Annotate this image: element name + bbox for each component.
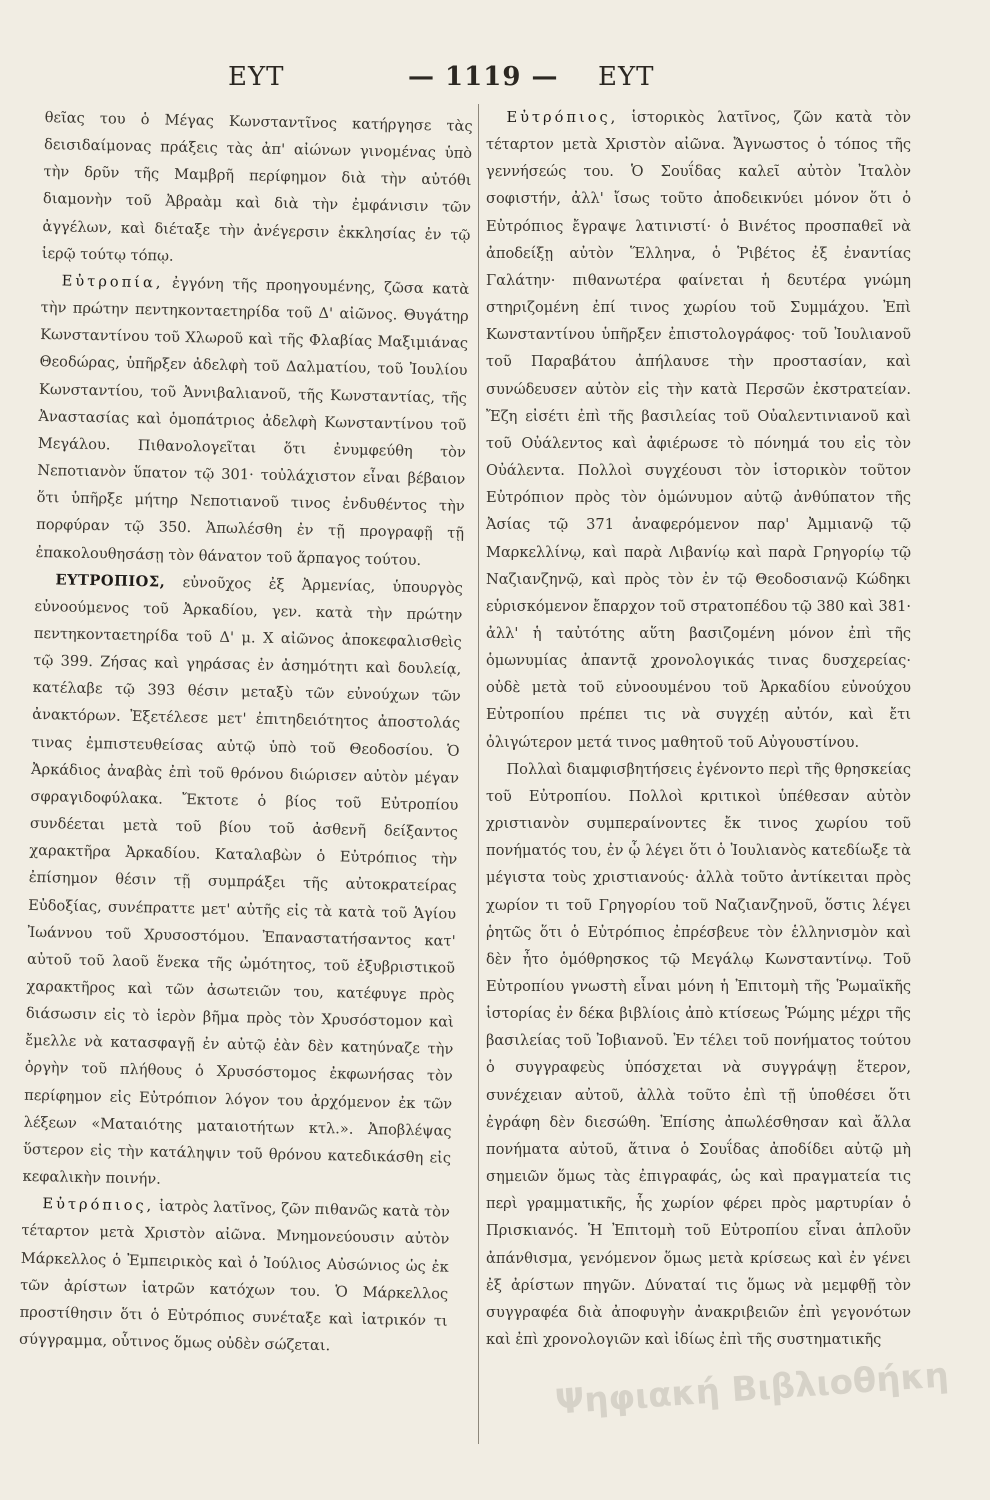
lemma-eutropios-eunuch: ΕΥΤΡΟΠΙΟΣ, <box>55 570 166 591</box>
library-watermark: Ψηφιακή Βιβλιοθήκη <box>554 1355 950 1423</box>
column-divider <box>478 104 479 1444</box>
entry-continuation: θεῖας του ὁ Μέγας Κωνσταντῖνος κατήργησε τὰς δεισιδαίμονας πράξεις τὰς ἀπ' αἰώνων γινομένας ὑπὸ τὴν δρῦν τῆς Μαμβρῆ περίφημον διὰ τὴν αὐτόθι διαμονὴν τοῦ Ἀβραὰμ καὶ διὰ τὴν ἐμφάνισιν τῶν ἀγγέλων, καὶ διέταξε τὴν ἀνέγερσιν ἐκκλησίας ἐν τῷ ἱερῷ τούτῳ τόπῳ. <box>41 108 473 265</box>
entry-eutropios-physician <box>19 1190 450 1362</box>
entry-eutropios-physician-text: ἰατρὸς λατῖνος, ζῶν πιθανῶς κατὰ τὸν τέταρτον μετὰ Χριστὸν αἰῶνα. Μνημονεύουσιν αὐτὸν Μάρκελλος ὁ Ἐμπειρικὸς καὶ ὁ Ἰούλιος Αὐσώνιος ὡς ἐκ τῶν ἀρίστων ἰατρῶν κατόχων του. Ὁ Μάρκελλος προστίθησιν ὅτι ὁ Εὐτρόπιος συνέταξε καὶ ἰατρικόν τι σύγγραμμα, οὗτινος ὅμως οὐδὲν σώζεται. <box>18 1197 451 1355</box>
lemma-eutropia: Εὐτροπία, <box>61 272 164 292</box>
lemma-eutropios-historian: Εὐτρόπιος, <box>506 109 619 126</box>
page-number: — 1119 — <box>408 62 559 92</box>
running-header <box>0 62 990 102</box>
entry-eutropia-text: ἐγγόνη τῆς προηγουμένης, ζῶσα κατὰ τὴν πρώτην πεντηκονταετηρίδα τοῦ Δ' αἰῶνος. Θυγάτηρ Κωνσταντίνου τοῦ Χλωροῦ καὶ τῆς Φλαβίας Μαξιμιάνας Θεοδώρας, ὑπῆρξεν ἀδελφὴ τοῦ Δαλματίου, τοῦ Ἰουλίου Κωνσταντίου, τοῦ Ἀννιβαλιανοῦ, τῆς Κωνσταντίας, τῆς Ἀναστασίας καὶ ὁμοπάτριος ἀδελφὴ Κωνσταντίνου τοῦ Μεγάλου. Πιθανολογεῖται ὅτι ἐνυμφεύθη τὸν Νεποτιανὸν ὕπατον τῷ 301· τοὐλάχιστον εἶναι βέβαιον ὅτι ὑπῆρξε μήτηρ Νεποτιανοῦ τινος ἐνδυθέντος τὴν πορφύραν τῷ 350. Ἀπωλέσθη ἐν τῇ προγραφῇ τῇ ἐπακολουθησάσῃ τὸν θάνατον τοῦ ἅρπαγος τούτου. <box>35 274 470 569</box>
entry-eutropia <box>35 267 469 575</box>
entry-eutropios-historian-cont: Πολλαὶ διαμφισβητήσεις ἐγένοντο περὶ τῆς θρησκείας τοῦ Εὐτροπίου. Πολλοὶ κριτικοὶ ὑπέθεσαν αὐτὸν χριστιανὸν συμπεραίνοντες ἔκ τινος χωρίου τοῦ πονήματός του, ἐν ᾧ λέγει ὅτι ὁ Ἰουλιανὸς κατεδίωξε τὰ μέγιστα τοὺς χριστιανούς· ἀλλὰ τοῦτο ἀντίκειται πρὸς χωρίον τι τοῦ Γρηγορίου τοῦ Ναζιανζηνοῦ, ὅστις λέγει ῥητῶς ὅτι ὁ Εὐτρόπιος ἐπρέσβευε τὸν ἑλληνισμὸν καὶ δὲν ἦτο ὁμόθρησκος τῷ Μεγάλῳ Κωνσταντίνῳ. Τοῦ Εὐτροπίου γνωστὴ εἶναι μόνη ἡ Ἐπιτομὴ τῆς Ῥωμαϊκῆς ἱστορίας ἐν δέκα βιβλίοις ἀπὸ κτίσεως Ῥώμης μέχρι τῆς βασιλείας τοῦ Ἰοβιανοῦ. Ἐν τέλει τοῦ πονήματος τούτου ὁ συγγραφεὺς ὑπόσχεται νὰ συγγράψῃ ἕτερον, συνέχειαν αὐτοῦ, ἀλλὰ τοῦτο ἐπὶ τῇ ὑποθέσει ὅτι ἐγράφη δὲν διεσώθη. Ἐπίσης ἀπωλέσθησαν καὶ ἄλλα πονήματα αὐτοῦ, ἅτινα ὁ Σουΐδας ἀποδίδει αὐτῷ μὴ σημειῶν ὅμως τὰς ἐπιγραφάς, ὡς καὶ πραγματεία τις περὶ γραμματικῆς, ἧς χωρίον φέρει πρὸς μαρτυρίαν ὁ Πρισκιανός. Ἡ Ἐπιτομὴ τοῦ Εὐτροπίου εἶναι ἁπλοῦν ἀπάνθισμα, γενόμενον ὅμως μετὰ κρίσεως καὶ ἐν γένει ἐξ ἀρίστων πηγῶν. Δύναταί τις ὅμως νὰ μεμφθῇ τὸν συγγραφέα διὰ ἀποφυγὴν ἀνακριβειῶν ἐπὶ γεγονότων καὶ ἐπὶ χρονολογιῶν καὶ ἰδίως ἐπὶ τῆς συστηματικῆς <box>486 760 911 1349</box>
lemma-eutropios-physician: Εὐτρόπιος, <box>42 1195 155 1215</box>
header-left-keyword: ΕΥΤ <box>228 62 285 92</box>
entry-eutropios-eunuch-text: εὐνοῦχος ἐξ Ἀρμενίας, ὑπουργὸς εὐνοούμενος τοῦ Ἀρκαδίου, γεν. κατὰ τὴν πρώτην πεντηκονταετηρίδα τοῦ Δ' μ. Χ αἰῶνος ἀποκεφαλισθεὶς τῷ 399. Ζήσας καὶ γηράσας ἐν ἀσημότητι καὶ δουλείᾳ, κατέλαβε τῷ 393 θέσιν μεταξὺ τῶν εὐνούχων τῶν ἀνακτόρων. Ἐξετέλεσε μετ' ἐπιτηδειότητος ἀποστολάς τινας ἐμπιστευθείσας αὐτῷ ὑπὸ τοῦ Θεοδοσίου. Ὁ Ἀρκάδιος ἀναβὰς ἐπὶ τοῦ θρόνου διώρισεν αὐτὸν μέγαν σφραγιδοφύλακα. Ἔκτοτε ὁ βίος τοῦ Εὐτροπίου συνδέεται μετὰ τοῦ βίου τοῦ ἀσθενῆ δείξαντος χαρακτῆρα Ἀρκαδίου. Καταλαβὼν ὁ Εὐτρόπιος τὴν ἐπίσημον θέσιν τῇ συμπράξει τῆς αὐτοκρατείρας Εὐδοξίας, συνέπραττε μετ' αὐτῆς εἰς τὰ κατὰ τοῦ Ἁγίου Ἰωάννου τοῦ Χρυσοστόμου. Ἐπαναστατήσαντος κατ' αὐτοῦ τοῦ λαοῦ ἕνεκα τῆς ὠμότητος, τοῦ ἐξυβριστικοῦ χαρακτῆρος καὶ τῶν ἀσωτειῶν του, κατέφυγε πρὸς διάσωσιν εἰς τὸ ἱερὸν βῆμα πρὸς τὸν Χρυσόστομον καὶ ἔμελλε νὰ κατασφαγῇ ἐν αὐτῷ ἐὰν δὲν κατηύναζε τὴν ὀργὴν τοῦ πλήθους ὁ Χρυσόστομος ἐκφωνήσας τὸν περίφημον εἰς Εὐτρόπιον λόγον του ἀρχόμενον ἐκ τῶν λέξεων «Ματαιότης ματαιοτήτων κτλ.». Ἀποβλέψας ὕστερον εἰς τὴν κατάληψιν τοῦ θρόνου κατεδικάσθη εἰς κεφαλικὴν ποινήν. <box>22 573 464 1188</box>
header-right-keyword: ΕΥΤ <box>598 62 655 92</box>
left-column <box>19 104 473 1362</box>
right-column <box>486 104 911 1353</box>
entry-eutropios-historian-text: ἱστορικὸς λατῖνος, ζῶν κατὰ τὸν τέταρτον μετὰ Χριστὸν αἰῶνα. Ἄγνωστος ὁ τόπος τῆς γεννήσεώς του. Ὁ Σουΐδας καλεῖ αὐτὸν Ἰταλὸν σοφιστήν, ἀλλ' ἴσως τοῦτο ἀποδεικνύει μόνον ὅτι ὁ Εὐτρόπιος ἔγραψε λατινιστί· ὁ Βινέτος προσπαθεῖ νὰ ἀποδείξῃ αὐτὸν Ἕλληνα, ὁ Ῥιβέτος ἐξ ἐναντίας Γαλάτην· πιθανωτέρα φαίνεται ἡ δευτέρα γνώμη στηριζομένη ἐπί τινος χωρίου τοῦ Συμμάχου. Ἐπὶ Κωνσταντίνου ὑπῆρξεν ἐπιστολογράφος· τοῦ Ἰουλιανοῦ τοῦ Παραβάτου ἀπήλαυσε τὴν προστασίαν, καὶ συνώδευσεν αὐτὸν εἰς τὴν κατὰ Περσῶν ἐκστρατείαν. Ἔζη εἰσέτι ἐπὶ τῆς βασιλείας τοῦ Οὐαλεντινιανοῦ καὶ τοῦ Οὐάλεντος καὶ ἀφιέρωσε τὸ πόνημά του εἰς τὸν Οὐάλεντα. Πολλοὶ συγχέουσι τὸν ἱστορικὸν τοῦτον Εὐτρόπιον πρὸς τὸν ὁμώνυμον αὐτῷ ἀνθύπατον τῆς Ἀσίας τῷ 371 ἀναφερόμενον παρ' Ἀμμιανῷ τῷ Μαρκελλίνῳ, καὶ παρὰ Λιβανίῳ καὶ παρὰ Γρηγορίῳ τῷ Ναζιανζηνῷ, καὶ πρὸς τὸν ἐν τῷ Θεοδοσιανῷ Κώδηκι εὑρισκόμενον ἔπαρχον τοῦ στρατοπέδου τῷ 380 καὶ 381· ἀλλ' ἡ ταὐτότης αὕτη βασιζομένη μόνον ἐπὶ τῆς ὁμωνυμίας ἀπαντᾷ χρονολογικάς τινας δυσχερείας· οὐδὲ μετὰ τοῦ εὐνοουμένου τοῦ Ἀρκαδίου εὐνούχου Εὐτροπίου πρέπει τις νὰ συγχέῃ αὐτόν, καὶ ἔτι ὀλιγώτερον μετά τινος μαθητοῦ τοῦ Αὐγουστίνου. <box>486 109 911 751</box>
entry-eutropios-historian <box>486 104 911 756</box>
entry-eutropios-eunuch <box>22 566 463 1199</box>
